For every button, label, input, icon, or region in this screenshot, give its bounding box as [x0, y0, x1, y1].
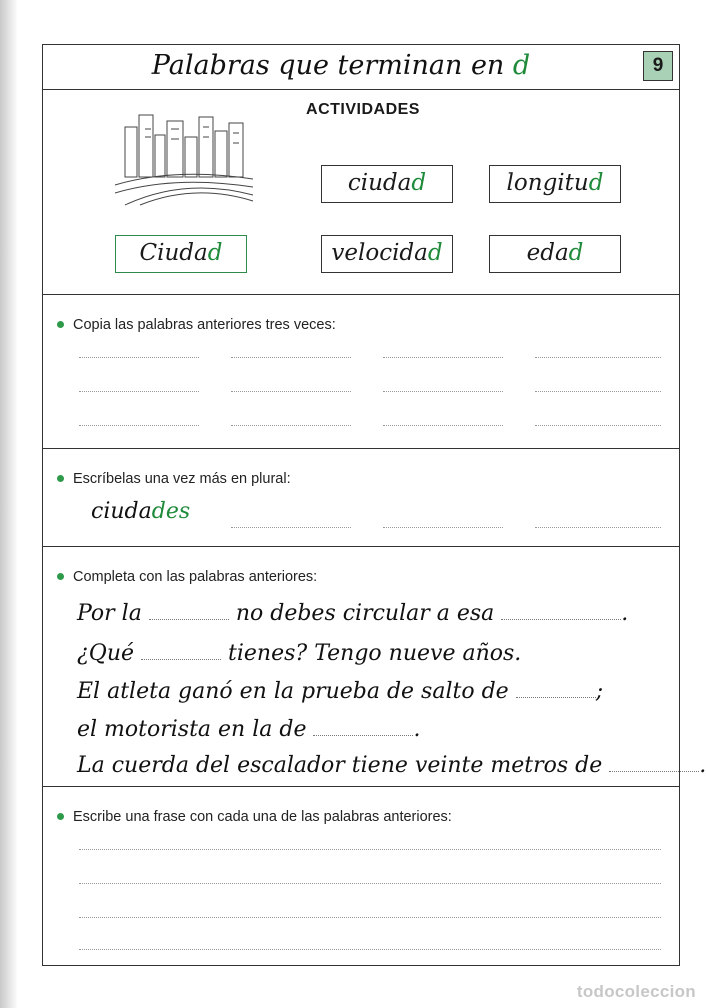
writing-line[interactable]	[535, 527, 661, 528]
word-box-ciudad: ciudad	[321, 165, 453, 203]
complete-sentence-1: Por la no debes circular a esa .	[77, 601, 629, 626]
plural-instruction: Escríbelas una vez más en plural:	[57, 471, 291, 487]
writing-line[interactable]	[79, 391, 199, 392]
complete-sentence-5: La cuerda del escalador tiene veinte metros de .	[77, 753, 706, 778]
fill-blank[interactable]	[141, 659, 221, 660]
page-edge-shadow	[0, 0, 18, 1008]
writing-line[interactable]	[79, 849, 661, 850]
word-box-edad: edad	[489, 235, 621, 273]
fill-blank[interactable]	[501, 619, 621, 620]
page-number-badge: 9	[643, 51, 673, 81]
fill-blank[interactable]	[149, 619, 229, 620]
word-box-longitud: longitud	[489, 165, 621, 203]
word-box-velocidad: velocidad	[321, 235, 453, 273]
complete-instruction: Completa con las palabras anteriores:	[57, 569, 317, 585]
worksheet-title: Palabras que terminan en d	[151, 50, 531, 81]
bullet-icon	[57, 321, 64, 328]
writing-line[interactable]	[535, 425, 661, 426]
complete-sentence-2: ¿Qué tienes? Tengo nueve años.	[77, 641, 522, 666]
bullet-icon	[57, 573, 64, 580]
complete-sentence-3: El atleta ganó en la prueba de salto de ;	[77, 679, 604, 704]
bullet-icon	[57, 813, 64, 820]
fill-blank[interactable]	[609, 771, 699, 772]
writing-line[interactable]	[79, 425, 199, 426]
activities-heading: ACTIVIDADES	[306, 101, 420, 118]
city-highway-illustration	[115, 107, 255, 207]
fill-blank[interactable]	[516, 697, 596, 698]
writing-line[interactable]	[383, 425, 503, 426]
writing-line[interactable]	[231, 425, 351, 426]
writing-line[interactable]	[79, 357, 199, 358]
writing-line[interactable]	[535, 391, 661, 392]
writing-line[interactable]	[79, 949, 661, 950]
writing-line[interactable]	[383, 357, 503, 358]
writing-line[interactable]	[383, 391, 503, 392]
plural-example: ciudades	[91, 499, 191, 524]
writing-line[interactable]	[79, 917, 661, 918]
worksheet	[42, 44, 706, 966]
watermark: todocoleccion	[576, 982, 696, 1001]
sentences-section	[43, 787, 679, 965]
writing-line[interactable]	[383, 527, 503, 528]
writing-line[interactable]	[79, 883, 661, 884]
bullet-icon	[57, 475, 64, 482]
copy-instruction: Copia las palabras anteriores tres veces:	[57, 317, 336, 333]
writing-line[interactable]	[231, 527, 351, 528]
fill-blank[interactable]	[313, 735, 413, 736]
complete-section	[43, 547, 706, 787]
writing-line[interactable]	[231, 391, 351, 392]
copy-section	[43, 295, 679, 449]
plural-section	[43, 449, 679, 547]
writing-line[interactable]	[231, 357, 351, 358]
writing-line[interactable]	[535, 357, 661, 358]
title-row	[43, 45, 679, 90]
activities-section	[43, 89, 679, 295]
complete-sentence-4: el motorista en la de .	[77, 717, 421, 742]
word-box-ciudad-capital: Ciudad	[115, 235, 247, 273]
sentences-instruction: Escribe una frase con cada una de las palabras anteriores:	[57, 809, 452, 825]
